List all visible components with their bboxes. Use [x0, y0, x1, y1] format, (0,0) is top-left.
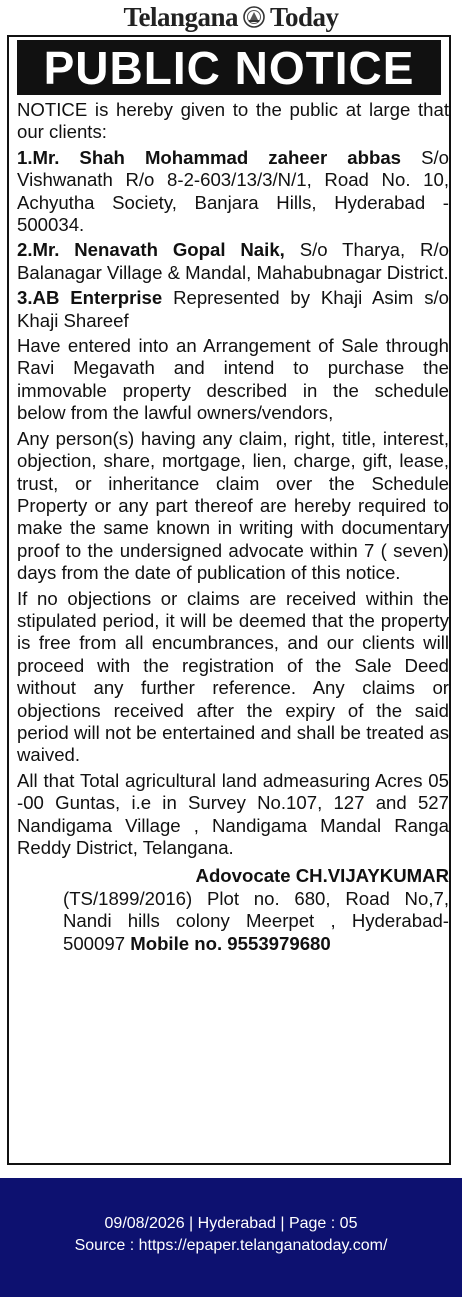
- notice-paragraph-arrangement: Have entered into an Arrangement of Sale through Ravi Megavath and intend to purchase the immovable property described in the schedule below from the lawful owners/vendors,: [17, 335, 449, 424]
- page-footer: [0, 1178, 462, 1297]
- client-number: 1.: [17, 146, 33, 168]
- client-number: 2.: [17, 239, 33, 261]
- notice-heading: PUBLIC NOTICE: [17, 40, 441, 95]
- notice-paragraph-claims: Any person(s) having any claim, right, title, interest, objection, share, mortgage, lien, charge, gift, lease, trust, or inheritance claim over the Schedule Property or any part thereof are hereby required to make the same known in writing with documentary proof to the undersigned advocate within 7 ( seven) days from the date of publication of this notice.: [17, 427, 449, 584]
- client-item: [17, 147, 449, 237]
- emblem-icon: [242, 5, 266, 29]
- client-name: AB Enterprise: [32, 287, 163, 309]
- footer-date-line: 09/08/2026 | Hyderabad | Page : 05: [104, 1215, 358, 1232]
- advocate-mobile: Mobile no. 9553979680: [130, 932, 331, 954]
- masthead-left: Telangana: [123, 1, 238, 32]
- client-number: 3.: [17, 287, 33, 309]
- notice-frame: [7, 35, 451, 1165]
- client-name: Mr. Shah Mohammad zaheer abbas: [32, 146, 402, 168]
- notice-intro: NOTICE is hereby given to the public at large that our clients:: [17, 99, 449, 143]
- advocate-address: [17, 888, 449, 955]
- client-details: S/o Vishwanath R/o 8-2-603/13/3/N/1, Road No. 10, Achyutha Society, Banjara Hills, Hyderabad - 500034.: [17, 146, 449, 236]
- client-details: S/o Tharya, R/o Balanagar Village & Mandal, Mahabubnagar District.: [17, 239, 449, 283]
- client-item: [17, 239, 449, 284]
- notice-body: [17, 99, 449, 955]
- advocate-address-text: (TS/1899/2016) Plot no. 680, Road No,7, Nandi hills colony Meerpet , Hyderabad-500097: [63, 887, 449, 954]
- client-item: [17, 287, 449, 332]
- footer-source-line[interactable]: Source : https://epaper.telanganatoday.com/: [74, 1237, 388, 1254]
- client-name: Mr. Nenavath Gopal Naik,: [32, 239, 285, 261]
- masthead: [0, 0, 462, 34]
- client-details: Represented by Khaji Asim s/o Khaji Shareef: [17, 287, 450, 331]
- notice-paragraph-schedule: All that Total agricultural land admeasuring Acres 05 -00 Guntas, i.e in Survey No.107, 127 and 527 Nandigama Village , Nandigama Mandal Ranga Reddy District, Telangana.: [17, 769, 449, 858]
- advocate-name: Adovocate CH.VIJAYKUMAR: [195, 865, 449, 887]
- notice-paragraph-objections: If no objections or claims are received within the stipulated period, it will be deemed that the property is free from all encumbrances, and our clients will proceed with the registration of the Sale Deed without any further reference. Any claims or objections received after the expiry of the said period will not be entertained and shall be treated as waived.: [17, 587, 449, 766]
- masthead-right: Today: [270, 1, 339, 32]
